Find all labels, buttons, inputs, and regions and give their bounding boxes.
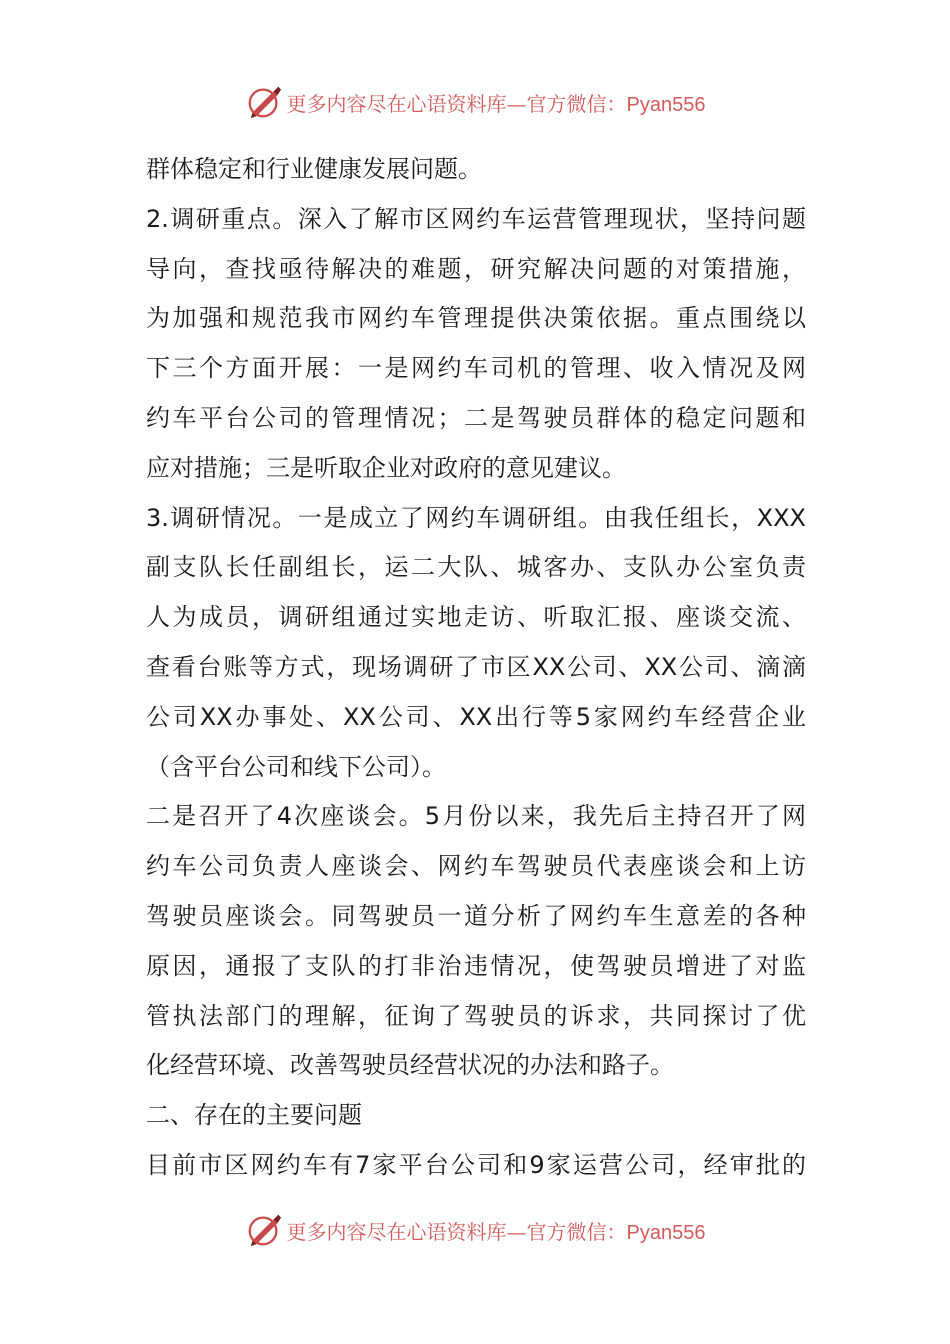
text-line: （含平台公司和线下公司）。 [146, 752, 446, 781]
text-line: 副支队长任副组长，运二大队、城客办、支队办公室负责 [146, 553, 806, 582]
text-line: 目前市区网约车有7家平台公司和9家运营公司，经审批的 [146, 1150, 806, 1179]
text-line: 应对措施；三是听取企业对政府的意见建议。 [146, 453, 626, 482]
watermark-banner-top [0, 80, 950, 124]
text-line: 化经营环境、改善驾驶员经营状况的办法和路子。 [146, 1051, 674, 1080]
text-line: 群体稳定和行业健康发展问题。 [146, 155, 482, 183]
text-line: 人为成员，调研组通过实地走访、听取汇报、座谈交流、 [146, 603, 806, 632]
watermark-text [287, 88, 706, 117]
text-line: 为加强和规范我市网约车管理提供决策依据。重点围绕以 [146, 304, 806, 333]
watermark-banner-bottom [0, 1208, 950, 1252]
text-line: 3.调研情况。一是成立了网约车调研组。由我任组长，XXX [146, 503, 806, 532]
watermark-wechat-id: Pyan556 [626, 93, 706, 116]
text-line: 驾驶员座谈会。同驾驶员一道分析了网约车生意差的各种 [146, 901, 806, 930]
section-heading: 二、存在的主要问题 [146, 1101, 362, 1130]
watermark-wechat-id: Pyan556 [626, 1221, 706, 1244]
text-line: 下三个方面开展：一是网约车司机的管理、收入情况及网 [146, 354, 806, 383]
text-line: 公司XX办事处、XX公司、XX出行等5家网约车经营企业 [146, 702, 806, 731]
pen-circle-icon [245, 83, 283, 121]
text-line: 约车公司负责人座谈会、网约车驾驶员代表座谈会和上访 [146, 852, 806, 881]
text-line: 2.调研重点。深入了解市区网约车运营管理现状，坚持问题 [146, 204, 806, 233]
watermark-text-cn: 更多内容尽在心语资料库—官方微信： [286, 1219, 627, 1244]
document-body [146, 145, 806, 1191]
text-line: 约车平台公司的管理情况；二是驾驶员群体的稳定问题和 [146, 403, 806, 432]
watermark-text-cn: 更多内容尽在心语资料库—官方微信： [286, 91, 627, 116]
text-line: 查看台账等方式，现场调研了市区XX公司、XX公司、滴滴 [146, 652, 806, 681]
pen-circle-icon [245, 1211, 283, 1249]
text-line: 管执法部门的理解，征询了驾驶员的诉求，共同探讨了优 [146, 1001, 806, 1030]
text-line: 二是召开了4次座谈会。5月份以来，我先后主持召开了网 [146, 802, 806, 831]
text-line: 原因，通报了支队的打非治违情况，使驾驶员增进了对监 [146, 951, 806, 980]
text-line: 导向，查找亟待解决的难题，研究解决问题的对策措施， [146, 254, 806, 283]
watermark-text [287, 1216, 706, 1245]
